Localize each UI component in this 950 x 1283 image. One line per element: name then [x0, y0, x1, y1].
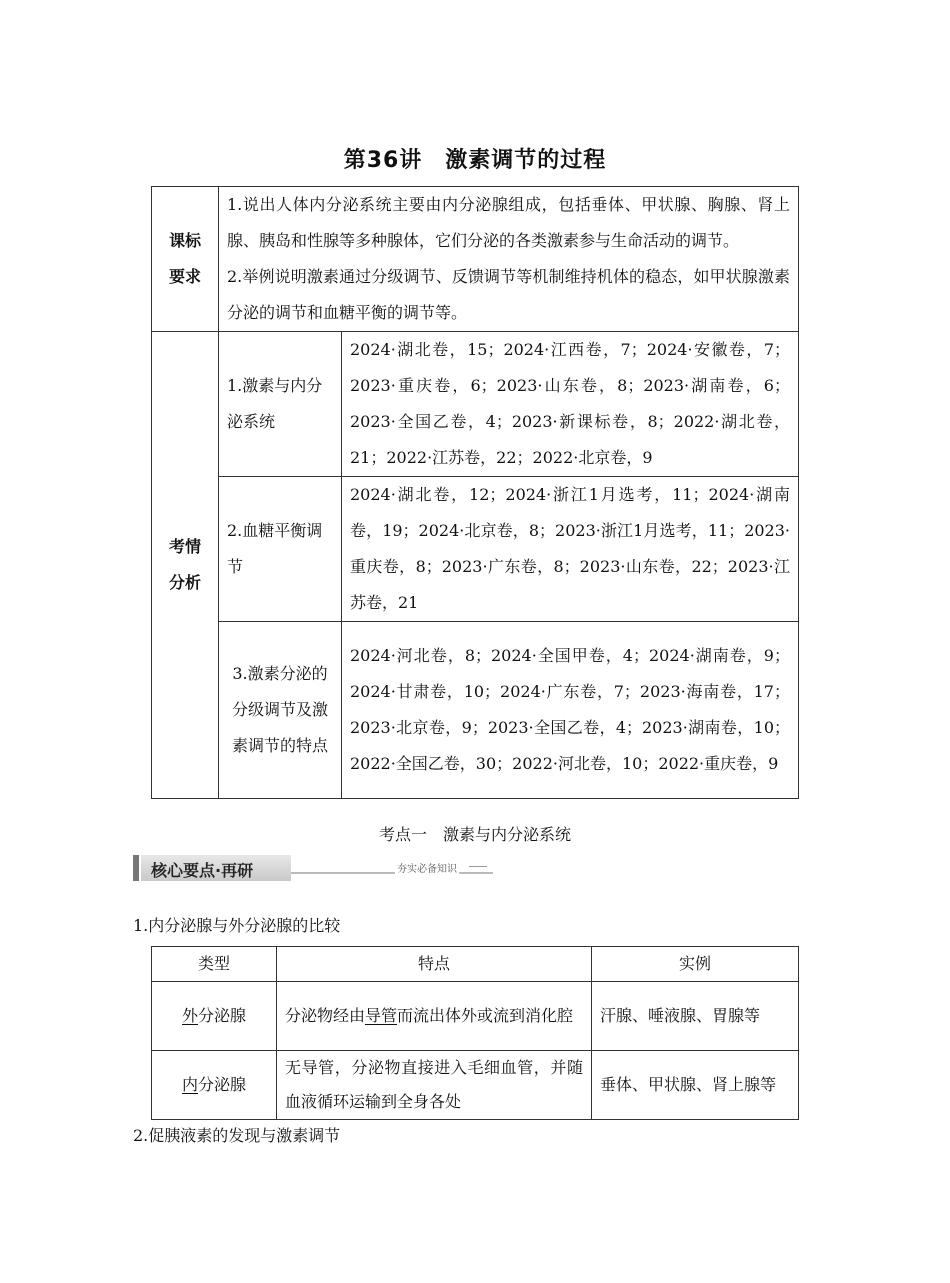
table-row [152, 982, 799, 1051]
feature-cell: 分泌物经由导管而流出体外或流到消化腔 [277, 982, 592, 1051]
example-cell: 垂体、甲状腺、肾上腺等 [592, 1051, 799, 1120]
heading-1: 1.内分泌腺与外分泌腺的比较 [133, 916, 341, 935]
type-cell: 内分泌腺 [152, 1051, 277, 1120]
exam-list-cell: 2024·湖北卷，15；2024·江西卷，7；2024·安徽卷，7；2023·重庆卷，6；2023·山东卷，8；2023·湖南卷，6；2023·全国乙卷，4；2023·新课标卷，8；2022·湖北卷，21；2022·江苏卷，22；2022·北京卷，9 [342, 332, 799, 477]
curriculum-item-2: 2.举例说明激素通过分级调节、反馈调节等机制维持机体的稳态，如甲状腺激素分泌的调节和血糖平衡的调节等。 [227, 267, 790, 322]
header-example: 实例 [592, 947, 799, 982]
example-cell: 汗腺、唾液腺、胃腺等 [592, 982, 799, 1051]
curriculum-label: 课标 要求 [152, 187, 219, 332]
analysis-row-1 [152, 332, 799, 477]
banner-rule [291, 872, 493, 874]
table-row [152, 1051, 799, 1120]
type-cell: 外分泌腺 [152, 982, 277, 1051]
exam-list-cell: 2024·河北卷，8；2024·全国甲卷，4；2024·湖南卷，9；2024·甘肃卷，10；2024·广东卷，7；2023·海南卷，17；2023·北京卷，9；2023·全国乙卷，4；2023·湖南卷，10；2022·全国乙卷，30；2022·河北卷，10；2022·重庆卷，9 [342, 622, 799, 799]
analysis-label: 考情 分析 [152, 332, 219, 799]
banner-tag-line [469, 866, 487, 867]
curriculum-item-1: 1.说出人体内分泌系统主要由内分泌腺组成，包括垂体、甲状腺、胸腺、肾上腺、胰岛和性腺等多种腺体，它们分泌的各类激素参与生命活动的调节。 [227, 195, 790, 250]
exam-list-cell: 2024·湖北卷，12；2024·浙江1月选考，11；2024·湖南卷，19；2024·北京卷，8；2023·浙江1月选考，11；2023·重庆卷，8；2023·广东卷，8；2023·山东卷，22；2023·江苏卷，21 [342, 477, 799, 622]
page-title: 第36讲 激素调节的过程 [343, 148, 607, 173]
analysis-row-2 [152, 477, 799, 622]
heading-2: 2.促胰液素的发现与激素调节 [133, 1126, 341, 1145]
banner-tag: 夯实必备知识 [395, 860, 459, 875]
curriculum-row [152, 187, 799, 332]
topic-cell: 2.血糖平衡调节 [219, 477, 342, 622]
gland-comparison-table [151, 946, 799, 1120]
curriculum-analysis-table [151, 186, 799, 799]
core-points-banner [133, 855, 493, 881]
table-header-row [152, 947, 799, 982]
header-feature: 特点 [277, 947, 592, 982]
section-title: 考点一 激素与内分泌系统 [378, 825, 571, 844]
feature-cell: 无导管，分泌物直接进入毛细血管，并随血液循环运输到全身各处 [277, 1051, 592, 1120]
topic-cell: 3.激素分泌的分级调节及激素调节的特点 [219, 622, 342, 799]
analysis-row-3 [152, 622, 799, 799]
curriculum-text [219, 187, 799, 332]
header-type: 类型 [152, 947, 277, 982]
topic-cell: 1.激素与内分泌系统 [219, 332, 342, 477]
banner-accent-bar [133, 855, 139, 881]
banner-label: 核心要点·再研 [151, 861, 254, 880]
